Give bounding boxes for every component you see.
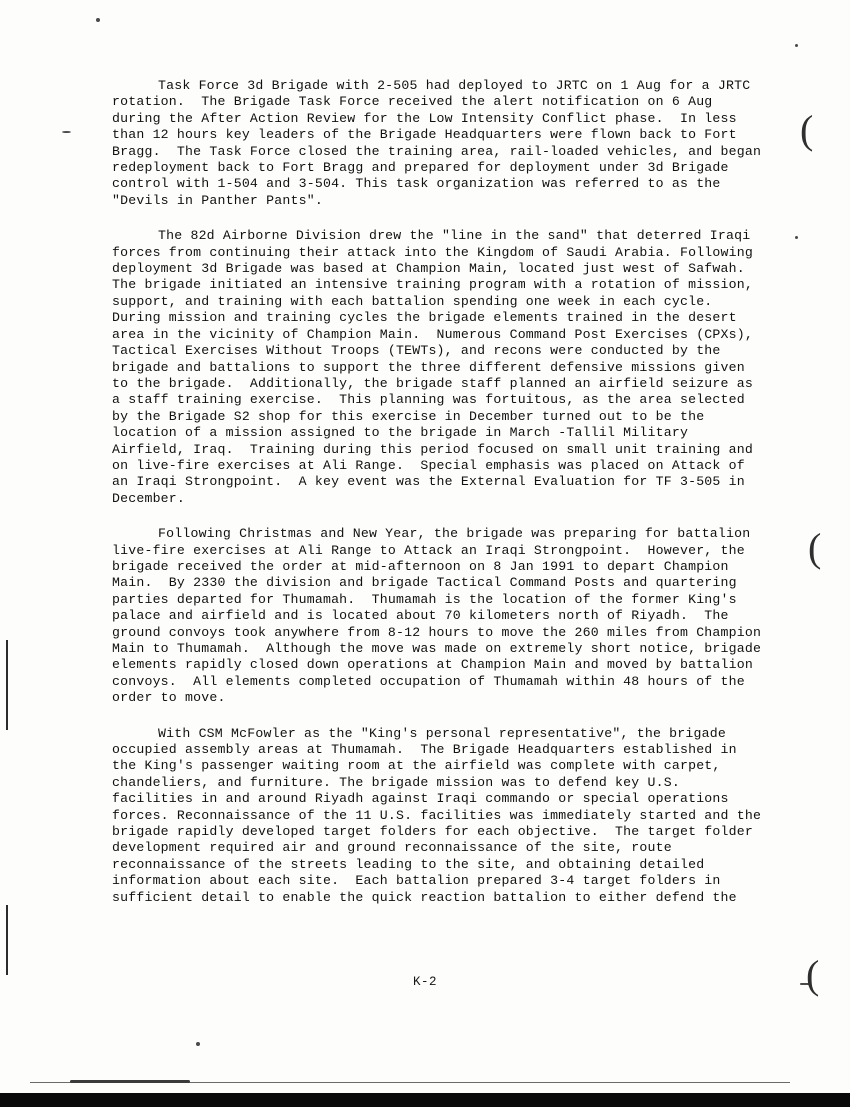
document-body bbox=[112, 78, 770, 925]
scan-bottom-line bbox=[30, 1082, 790, 1083]
scan-bottom-bar bbox=[0, 1093, 850, 1107]
scan-edge-mark bbox=[6, 905, 8, 975]
scan-speck bbox=[62, 131, 71, 133]
paragraph: The 82d Airborne Division drew the "line in the sand" that deterred Iraqi forces from continuing their attack into the Kingdom of Saudi Arabia. Following deployment 3d Brigade was based at Champion Main, located just west of Safwah. The brigade initiated an intensive training program with a rotation of mission, support, and training with each battalion spending one week in each cycle. During mission and training cycles the brigade elements trained in the desert area in the vicinity of Champion Main. Numerous Command Post Exercises (CPXs), Tactical Exercises Without Troops (TEWTs), and recons were conducted by the brigade and battalions to support the three different defensive missions given to the brigade. Additionally, the brigade staff planned an airfield seizure as a staff training exercise. This planning was fortuitous, as the area selected by the Brigade S2 shop for this exercise in December turned out to be the location of a mission assigned to the brigade in March -Tallil Military Airfield, Iraq. Training during this period focused on small unit training and on live-fire exercises at Ali Range. Special emphasis was placed on Attack of an Iraqi Strongpoint. A key event was the External Evaluation for TF 3-505 in December. bbox=[112, 228, 762, 506]
page-curl-mark: ( bbox=[808, 525, 822, 570]
page-number: K-2 bbox=[412, 975, 437, 989]
paragraph: With CSM McFowler as the "King's personal representative", the brigade occupied assembly areas at Thumamah. The Brigade Headquarters established in the King's passenger waiting room at the airfield was complete with carpet, chandeliers, and furniture. The brigade mission was to defend key U.S. facilities in and around Riyadh against Iraqi commando or special operations forces. Reconnaissance of the 11 U.S. facilities was immediately started and the brigade rapidly developed target folders for each objective. The target folder development required air and ground reconnaissance of the site, route reconnaissance of the streets leading to the site, and obtaining detailed information about each site. Each battalion prepared 3-4 target folders in sufficient detail to enable the quick reaction battalion to either defend the bbox=[112, 725, 770, 905]
paragraph: Task Force 3d Brigade with 2-505 had deployed to JRTC on 1 Aug for a JRTC rotation. The Brigade Task Force received the alert notification on 6 Aug during the After Action Review for the Low Intensity Conflict phase. In less than 12 hours key leaders of the Brigade Headquarters were flown back to Fort Bragg. The Task Force closed the training area, rail-loaded vehicles, and began redeployment back to Fort Bragg and prepared for deployment under 3d Brigade control with 1-504 and 3-504. This task organization was referred to as the "Devils in Panther Pants". bbox=[112, 78, 770, 208]
scan-speck bbox=[795, 236, 798, 239]
scan-speck bbox=[795, 44, 798, 47]
page-curl-mark: ( bbox=[806, 952, 820, 997]
page-curl-mark: ( bbox=[800, 107, 814, 152]
paragraph: Following Christmas and New Year, the brigade was preparing for battalion live-fire exercises at Ali Range to Attack an Iraqi Strongpoint. However, the brigade received the order at mid-afternoon on 8 Jan 1991 to depart Champion Main. By 2330 the division and brigade Tactical Command Posts and quartering parties departed for Thumamah. Thumamah is the location of the former King's palace and airfield and is located about 70 kilometers north of Riyadh. The ground convoys took anywhere from 8-12 hours to move the 260 miles from Champion Main to Thumamah. Although the move was made on extremely short notice, brigade elements rapidly closed down operations at Champion Main and moved by battalion convoys. All elements completed occupation of Thumamah within 48 hours of the order to move. bbox=[112, 526, 770, 706]
scan-speck bbox=[96, 18, 100, 22]
scan-edge-mark bbox=[6, 640, 8, 730]
scan-speck bbox=[196, 1042, 200, 1046]
